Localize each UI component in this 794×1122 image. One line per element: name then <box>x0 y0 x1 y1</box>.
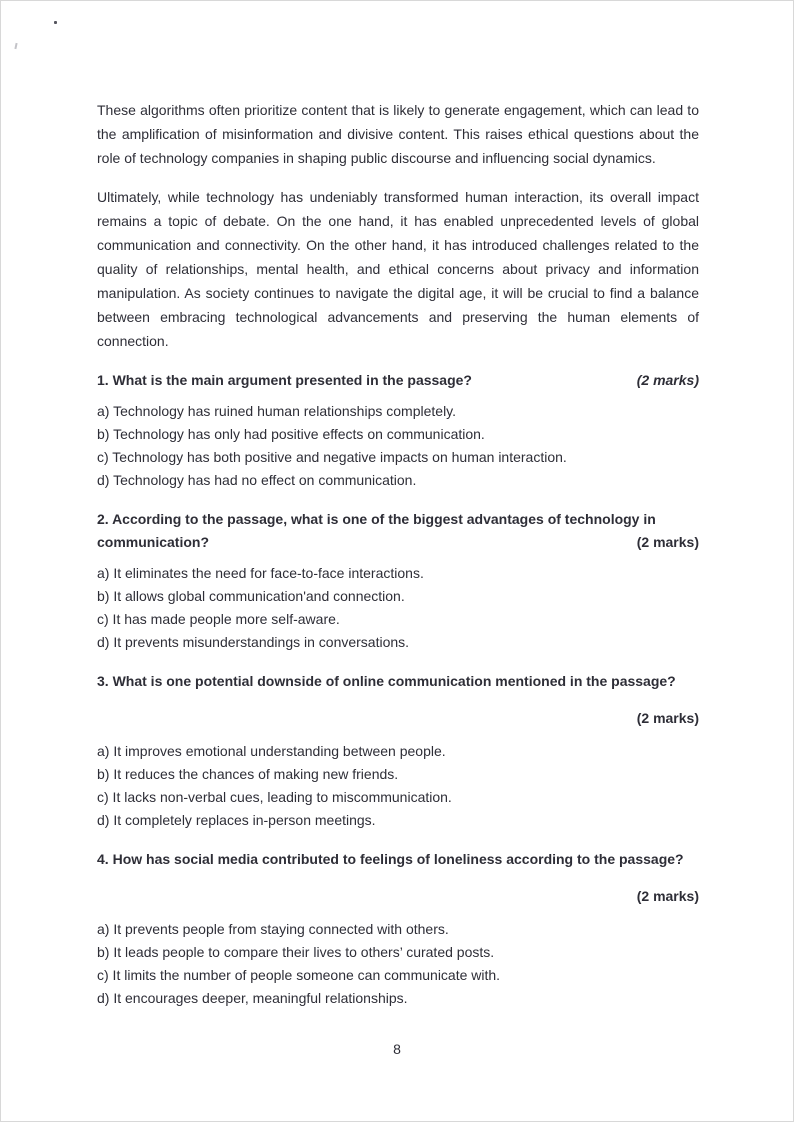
answer-option: d) It prevents misunderstandings in conversations. <box>97 634 410 650</box>
page-number: 8 <box>393 1041 401 1057</box>
answer-option: b) Technology has only had positive effects on communication. <box>97 426 485 442</box>
answer-option: c) Technology has both positive and negative impacts on human interaction. <box>97 449 567 465</box>
answer-option: d) Technology has had no effect on communication. <box>97 472 417 488</box>
question-1 <box>97 369 699 492</box>
marks-label: (2 marks) <box>636 710 699 726</box>
marks-label: (2 marks) <box>636 534 699 550</box>
answer-options <box>97 918 699 1010</box>
answer-option: a) Technology has ruined human relationships completely. <box>97 403 457 419</box>
question-text: How has social media contributed to feelings of loneliness according to the passage? <box>112 851 684 867</box>
question-text: What is one potential downside of online communication mentioned in the passage? <box>112 673 676 689</box>
scan-artifact-tick <box>14 43 17 49</box>
marks-label: (2 marks) <box>636 372 699 388</box>
answer-options <box>97 400 699 492</box>
answer-option: d) It completely replaces in-person meetings. <box>97 812 376 828</box>
answer-option: b) It leads people to compare their lives to others’ curated posts. <box>97 944 495 960</box>
answer-options <box>97 740 699 832</box>
question-2 <box>97 508 699 654</box>
answer-option: c) It has made people more self-aware. <box>97 611 340 627</box>
question-number: 2. <box>97 511 109 527</box>
question-number: 1. <box>97 372 109 388</box>
question-number: 4. <box>97 851 109 867</box>
answer-option: c) It limits the number of people someone can communicate with. <box>97 967 501 983</box>
question-4 <box>97 848 699 1010</box>
page-content <box>97 98 699 1010</box>
answer-option: b) It allows global communication'and connection. <box>97 588 405 604</box>
marks-label: (2 marks) <box>636 888 699 904</box>
scan-artifact-dot <box>54 21 57 24</box>
answer-option: a) It improves emotional understanding between people. <box>97 743 446 759</box>
answer-option: a) It prevents people from staying connected with others. <box>97 921 449 937</box>
answer-option: c) It lacks non-verbal cues, leading to miscommunication. <box>97 789 452 805</box>
question-text: What is the main argument presented in the passage? <box>112 372 472 388</box>
answer-options <box>97 562 699 654</box>
answer-option: b) It reduces the chances of making new friends. <box>97 766 399 782</box>
question-number: 3. <box>97 673 109 689</box>
passage-paragraph: These algorithms often prioritize content that is likely to generate engagement, which can lead to the amplification of misinformation and divisive content. This raises ethical questions about the role of technology companies in shaping public discourse and influencing social dynamics. <box>97 102 699 166</box>
passage-paragraph: Ultimately, while technology has undeniably transformed human interaction, its overall impact remains a topic of debate. On the one hand, it has enabled unprecedented levels of global communication and connectivity. On the other hand, it has introduced challenges related to the quality of relationships, mental health, and ethical concerns about privacy and information manipulation. As society continues to navigate the digital age, it will be crucial to find a balance between embracing technological advancements and preserving the human elements of connection. <box>97 189 699 349</box>
answer-option: d) It encourages deeper, meaningful relationships. <box>97 990 408 1006</box>
question-text: According to the passage, what is one of the biggest advantages of technology in communication? <box>97 511 656 550</box>
question-3 <box>97 670 699 832</box>
answer-option: a) It eliminates the need for face-to-face interactions. <box>97 565 424 581</box>
question-heading <box>97 508 699 554</box>
question-heading <box>97 848 699 871</box>
question-heading <box>97 670 699 693</box>
question-heading <box>97 369 699 392</box>
